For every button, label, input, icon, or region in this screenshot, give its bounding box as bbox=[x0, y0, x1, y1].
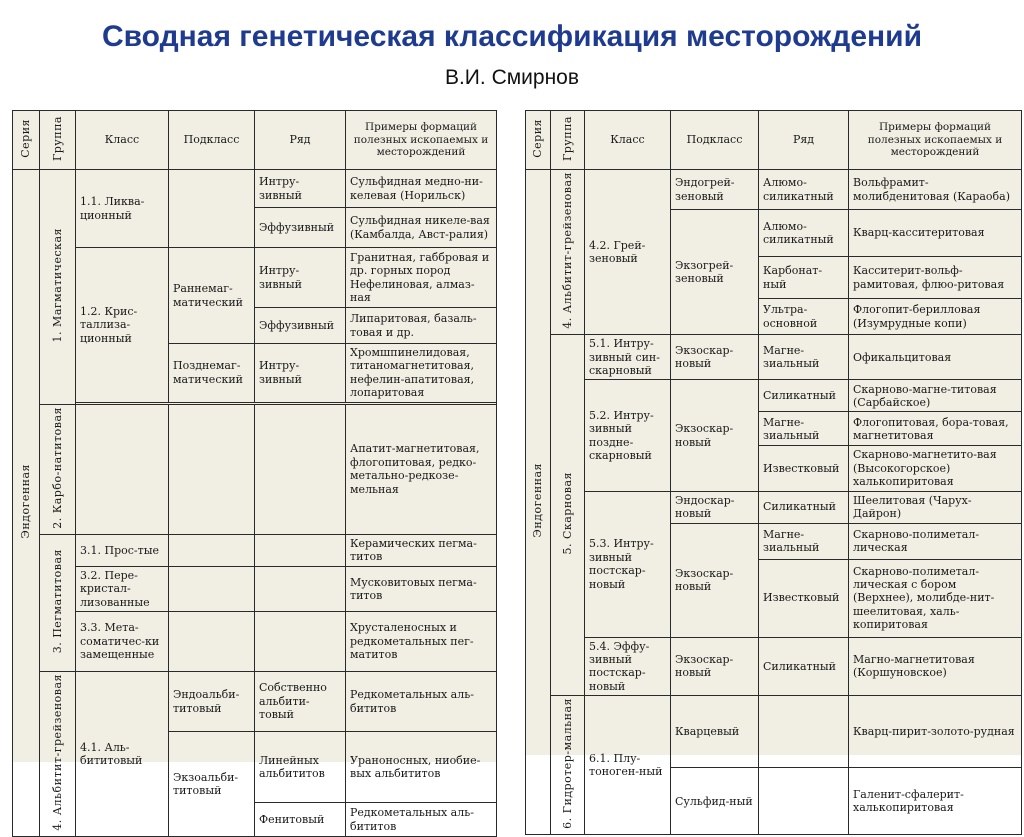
example-cell: Керамических пегма-титов bbox=[346, 534, 497, 566]
class-cell: 5.2. Интру-зивный поздне-скарновый bbox=[585, 380, 671, 491]
example-cell: Скарново-магне-титовая (Сарбайское) bbox=[849, 380, 1022, 412]
header-group: Группа bbox=[40, 111, 76, 170]
page-title: Сводная генетическая классификация месторождений bbox=[101, 20, 923, 53]
table-row bbox=[13, 534, 497, 566]
example-cell: Апатит-магнетитовая, флогопитовая, редко-метально-редкозе-мельная bbox=[346, 404, 497, 534]
table-row bbox=[526, 170, 1022, 210]
row-cell: Фенитовый bbox=[255, 803, 346, 837]
subclass-cell: Эндоальби-титовый bbox=[169, 672, 255, 732]
subclass-cell: Сульфид-ный bbox=[671, 767, 759, 835]
example-cell: Офикальцитовая bbox=[849, 335, 1022, 380]
row-cell: Силикатный bbox=[759, 637, 849, 696]
header-row-type: Ряд bbox=[255, 111, 346, 170]
subclass-cell bbox=[169, 404, 255, 534]
subclass-cell: Кварцевый bbox=[671, 696, 759, 768]
group-cell: 1. Магматическая bbox=[40, 170, 76, 405]
row-cell bbox=[255, 534, 346, 566]
class-cell: 3.2. Пере-кристал-лизованные bbox=[76, 566, 169, 611]
header-group: Группа bbox=[551, 111, 585, 170]
header-subclass: Подкласс bbox=[671, 111, 759, 170]
subclass-cell: Экзоскар-новый bbox=[671, 335, 759, 380]
header-examples: Примеры формаций полезных ископаемых и месторождений bbox=[849, 111, 1022, 170]
row-cell: Собственно альбити-товый bbox=[255, 672, 346, 732]
table-row bbox=[13, 612, 497, 672]
subclass-cell: Экзоскар-новый bbox=[671, 380, 759, 491]
row-cell: Магне-зиальный bbox=[759, 335, 849, 380]
header-row-type: Ряд bbox=[759, 111, 849, 170]
series-cell: Эндогенная bbox=[526, 170, 551, 835]
class-cell: 6.1. Плу-тоноген-ный bbox=[585, 696, 671, 835]
table-row bbox=[526, 380, 1022, 412]
class-cell: 3.1. Прос-тые bbox=[76, 534, 169, 566]
row-cell bbox=[759, 696, 849, 768]
subclass-cell bbox=[169, 566, 255, 611]
class-cell bbox=[76, 404, 169, 534]
group-cell: 5. Скарновая bbox=[551, 335, 585, 696]
row-cell: Карбонат-ный bbox=[759, 257, 849, 299]
row-cell: Алюмо-силикатный bbox=[759, 210, 849, 257]
table-row bbox=[13, 672, 497, 732]
example-cell: Скарново-полиметал-лическая bbox=[849, 523, 1022, 559]
row-cell: Эффузивный bbox=[255, 308, 346, 344]
row-cell: Интру-зивный bbox=[255, 170, 346, 208]
table-row bbox=[526, 335, 1022, 380]
example-cell: Мусковитовых пегма-титов bbox=[346, 566, 497, 611]
class-cell: 1.2. Крис-таллиза-ционный bbox=[76, 248, 169, 403]
example-cell: Сульфидная медно-ни-келевая (Норильск) bbox=[346, 170, 497, 208]
subclass-cell: Эндогрей-зеновый bbox=[671, 170, 759, 210]
class-cell: 5.3. Интру-зивный постскар-новый bbox=[585, 491, 671, 637]
table-row bbox=[13, 566, 497, 611]
left-classification-table bbox=[12, 110, 497, 837]
header-row bbox=[526, 111, 1022, 170]
right-classification-table bbox=[525, 110, 1022, 835]
example-cell: Гранитная, габбровая и др. горных пород Нефелиновая, алмаз-ная bbox=[346, 248, 497, 308]
subclass-cell: Экзоальби-титовый bbox=[169, 732, 255, 837]
row-cell: Интру-зивный bbox=[255, 344, 346, 403]
subclass-cell: Экзоскар-новый bbox=[671, 637, 759, 696]
class-cell: 5.4. Эффу-зивный постскар-новый bbox=[585, 637, 671, 696]
group-cell: 4. Альбитит-грейзеновая bbox=[40, 672, 76, 837]
example-cell: Хрусталеносных и редкометальных пег-матитов bbox=[346, 612, 497, 672]
example-cell: Кварц-касситеритовая bbox=[849, 210, 1022, 257]
row-cell: Известковый bbox=[759, 446, 849, 491]
series-cell: Эндогенная bbox=[13, 170, 40, 837]
header-row bbox=[13, 111, 497, 170]
row-cell bbox=[255, 404, 346, 534]
example-cell: Флогопит-берилловая (Изумрудные копи) bbox=[849, 299, 1022, 335]
row-cell bbox=[255, 566, 346, 611]
row-cell bbox=[255, 612, 346, 672]
class-cell: 5.1. Интру-зивный син-скарновый bbox=[585, 335, 671, 380]
table-row bbox=[13, 170, 497, 208]
example-cell: Сульфидная никеле-вая (Камбалда, Авст-ралия) bbox=[346, 208, 497, 248]
right-table-scan bbox=[525, 110, 1022, 830]
row-cell: Ультра-основной bbox=[759, 299, 849, 335]
subclass-cell: Экзогрей-зеновый bbox=[671, 210, 759, 335]
table-row bbox=[526, 637, 1022, 696]
example-cell: Редкометальных аль-бититов bbox=[346, 672, 497, 732]
row-cell: Магне-зиальный bbox=[759, 523, 849, 559]
table-row bbox=[526, 491, 1022, 523]
class-cell: 3.3. Мета-соматичес-ки замещенные bbox=[76, 612, 169, 672]
example-cell: Ураноносных, ниобие-вых альбититов bbox=[346, 732, 497, 803]
example-cell: Галенит-сфалерит-халькопиритовая bbox=[849, 767, 1022, 835]
class-cell: 4.2. Грей-зеновый bbox=[585, 170, 671, 335]
table-row bbox=[13, 404, 497, 534]
example-cell: Скарново-магнетито-вая (Высокогорское) халькопиритовая bbox=[849, 446, 1022, 491]
header-series: Серия bbox=[526, 111, 551, 170]
author-name: В.И. Смирнов bbox=[444, 66, 580, 89]
example-cell: Касситерит-вольф-рамитовая, флюо-ритовая bbox=[849, 257, 1022, 299]
row-cell: Известковый bbox=[759, 559, 849, 637]
subclass-cell: Позднемаг-матический bbox=[169, 344, 255, 403]
subclass-cell bbox=[169, 612, 255, 672]
example-cell: Липаритовая, базаль-товая и др. bbox=[346, 308, 497, 344]
example-cell: Флогопитовая, бора-товая, магнетитовая bbox=[849, 412, 1022, 446]
row-cell bbox=[759, 767, 849, 835]
row-cell: Магне-зиальный bbox=[759, 412, 849, 446]
header-class: Класс bbox=[585, 111, 671, 170]
row-cell: Эффузивный bbox=[255, 208, 346, 248]
group-cell: 4. Альбитит-грейзеновая bbox=[551, 170, 585, 335]
group-cell: 6. Гидротер-мальная bbox=[551, 696, 585, 835]
example-cell: Магно-магнетитовая (Коршуновское) bbox=[849, 637, 1022, 696]
header-examples: Примеры формаций полезных ископаемых и месторождений bbox=[346, 111, 497, 170]
subclass-cell: Экзоскар-новый bbox=[671, 523, 759, 637]
left-table-scan bbox=[12, 110, 497, 833]
row-cell: Интру-зивный bbox=[255, 248, 346, 308]
row-cell: Алюмо-силикатный bbox=[759, 170, 849, 210]
row-cell: Силикатный bbox=[759, 491, 849, 523]
example-cell: Вольфрамит-молибденитовая (Караоба) bbox=[849, 170, 1022, 210]
header-class: Класс bbox=[76, 111, 169, 170]
header-series: Серия bbox=[13, 111, 40, 170]
subclass-cell bbox=[169, 534, 255, 566]
example-cell: Хромшпинелидовая, титаномагнетитовая, нефелин-апатитовая, лопаритовая bbox=[346, 344, 497, 403]
table-row bbox=[13, 248, 497, 308]
group-cell: 2. Карбо-натитовая bbox=[40, 404, 76, 534]
table-row bbox=[526, 696, 1022, 768]
row-cell: Силикатный bbox=[759, 380, 849, 412]
example-cell: Скарново-полиметал-лическая с бором (Верхнее), молибде-нит-шеелитовая, халь-копиритовая bbox=[849, 559, 1022, 637]
subclass-cell bbox=[169, 170, 255, 248]
header-subclass: Подкласс bbox=[169, 111, 255, 170]
row-cell: Линейных альбититов bbox=[255, 732, 346, 803]
group-cell: 3. Пегматитовая bbox=[40, 534, 76, 671]
subclass-cell: Раннемаг-матический bbox=[169, 248, 255, 344]
class-cell: 4.1. Аль-бититовый bbox=[76, 672, 169, 837]
subclass-cell: Эндоскар-новый bbox=[671, 491, 759, 523]
class-cell: 1.1. Ликва-ционный bbox=[76, 170, 169, 248]
example-cell: Кварц-пирит-золото-рудная bbox=[849, 696, 1022, 768]
example-cell: Шеелитовая (Чарух-Дайрон) bbox=[849, 491, 1022, 523]
example-cell: Редкометальных аль-бититов bbox=[346, 803, 497, 837]
